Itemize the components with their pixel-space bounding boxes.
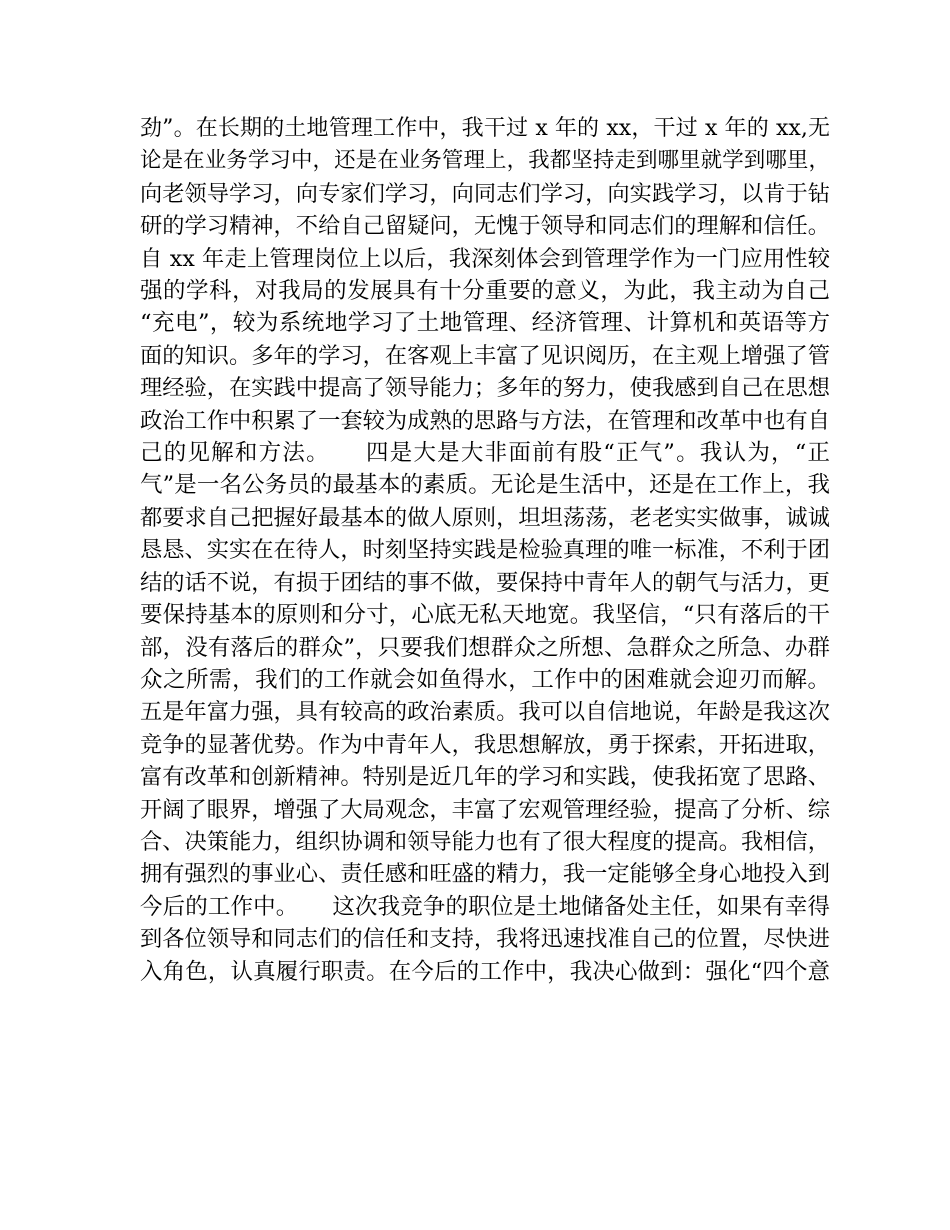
- text-line: 己的见解和方法。 四是大是大非面前有股“正气”。我认为，“正: [140, 440, 830, 467]
- text-line: 拥有强烈的事业心、责任感和旺盛的精力，我一定能够全身心地投入到: [140, 861, 830, 888]
- text-line: 向老领导学习，向专家们学习，向同志们学习，向实践学习，以肯于钻: [140, 180, 830, 207]
- text-line: 面的知识。多年的学习，在客观上丰富了见识阅历，在主观上增强了管: [140, 342, 830, 369]
- text-line: 部，没有落后的群众”，只要我们想群众之所想、急群众之所急、办群: [140, 634, 830, 661]
- text-line: 五是年富力强，具有较高的政治素质。我可以自信地说，年龄是我这次: [140, 699, 830, 726]
- text-line: 论是在业务学习中，还是在业务管理上，我都坚持走到哪里就学到哪里，: [140, 148, 830, 174]
- text-line: 劲”。在长期的土地管理工作中，我干过 x 年的 xx，干过 x 年的 xx,无: [140, 116, 830, 141]
- text-line: 开阔了眼界，增强了大局观念，丰富了宏观管理经验，提高了分析、综: [140, 796, 830, 823]
- text-line: 气”是一名公务员的最基本的素质。无论是生活中，还是在工作上，我: [140, 472, 830, 499]
- text-line: 自 xx 年走上管理岗位上以后，我深刻体会到管理学作为一门应用性较: [140, 245, 830, 272]
- text-line: 理经验，在实践中提高了领导能力；多年的努力，使我感到自己在思想: [140, 375, 830, 402]
- text-line: 到各位领导和同志们的信任和支持，我将迅速找准自己的位置，尽快进: [140, 926, 830, 953]
- text-line: 政治工作中积累了一套较为成熟的思路与方法，在管理和改革中也有自: [140, 407, 830, 434]
- text-line: 众之所需，我们的工作就会如鱼得水，工作中的困难就会迎刃而解。: [140, 666, 830, 693]
- text-line: 竞争的显著优势。作为中青年人，我思想解放，勇于探索，开拓进取，: [140, 731, 830, 758]
- body-text: [140, 113, 830, 988]
- text-line: 结的话不说，有损于团结的事不做，要保持中青年人的朝气与活力，更: [140, 569, 830, 596]
- text-line: 强的学科，对我局的发展具有十分重要的意义，为此，我主动为自己: [140, 278, 830, 305]
- text-line: 入角色，认真履行职责。在今后的工作中，我决心做到：强化“四个意: [140, 958, 830, 985]
- text-line: 合、决策能力，组织协调和领导能力也有了很大程度的提高。我相信，: [140, 828, 830, 855]
- text-line: “充电”，较为系统地学习了土地管理、经济管理、计算机和英语等方: [140, 310, 830, 337]
- text-line: 研的学习精神，不给自己留疑问，无愧于领导和同志们的理解和信任。: [140, 213, 830, 240]
- text-line: 要保持基本的原则和分寸，心底无私天地宽。我坚信，“只有落后的干: [140, 602, 830, 629]
- text-line: 都要求自己把握好最基本的做人原则，坦坦荡荡，老老实实做事，诚诚: [140, 504, 830, 531]
- text-line: 恳恳、实实在在待人，时刻坚持实践是检验真理的唯一标准，不利于团: [140, 537, 830, 564]
- text-line: 今后的工作中。 这次我竞争的职位是土地储备处主任，如果有幸得: [140, 893, 830, 920]
- text-line: 富有改革和创新精神。特别是近几年的学习和实践，使我拓宽了思路、: [140, 764, 830, 791]
